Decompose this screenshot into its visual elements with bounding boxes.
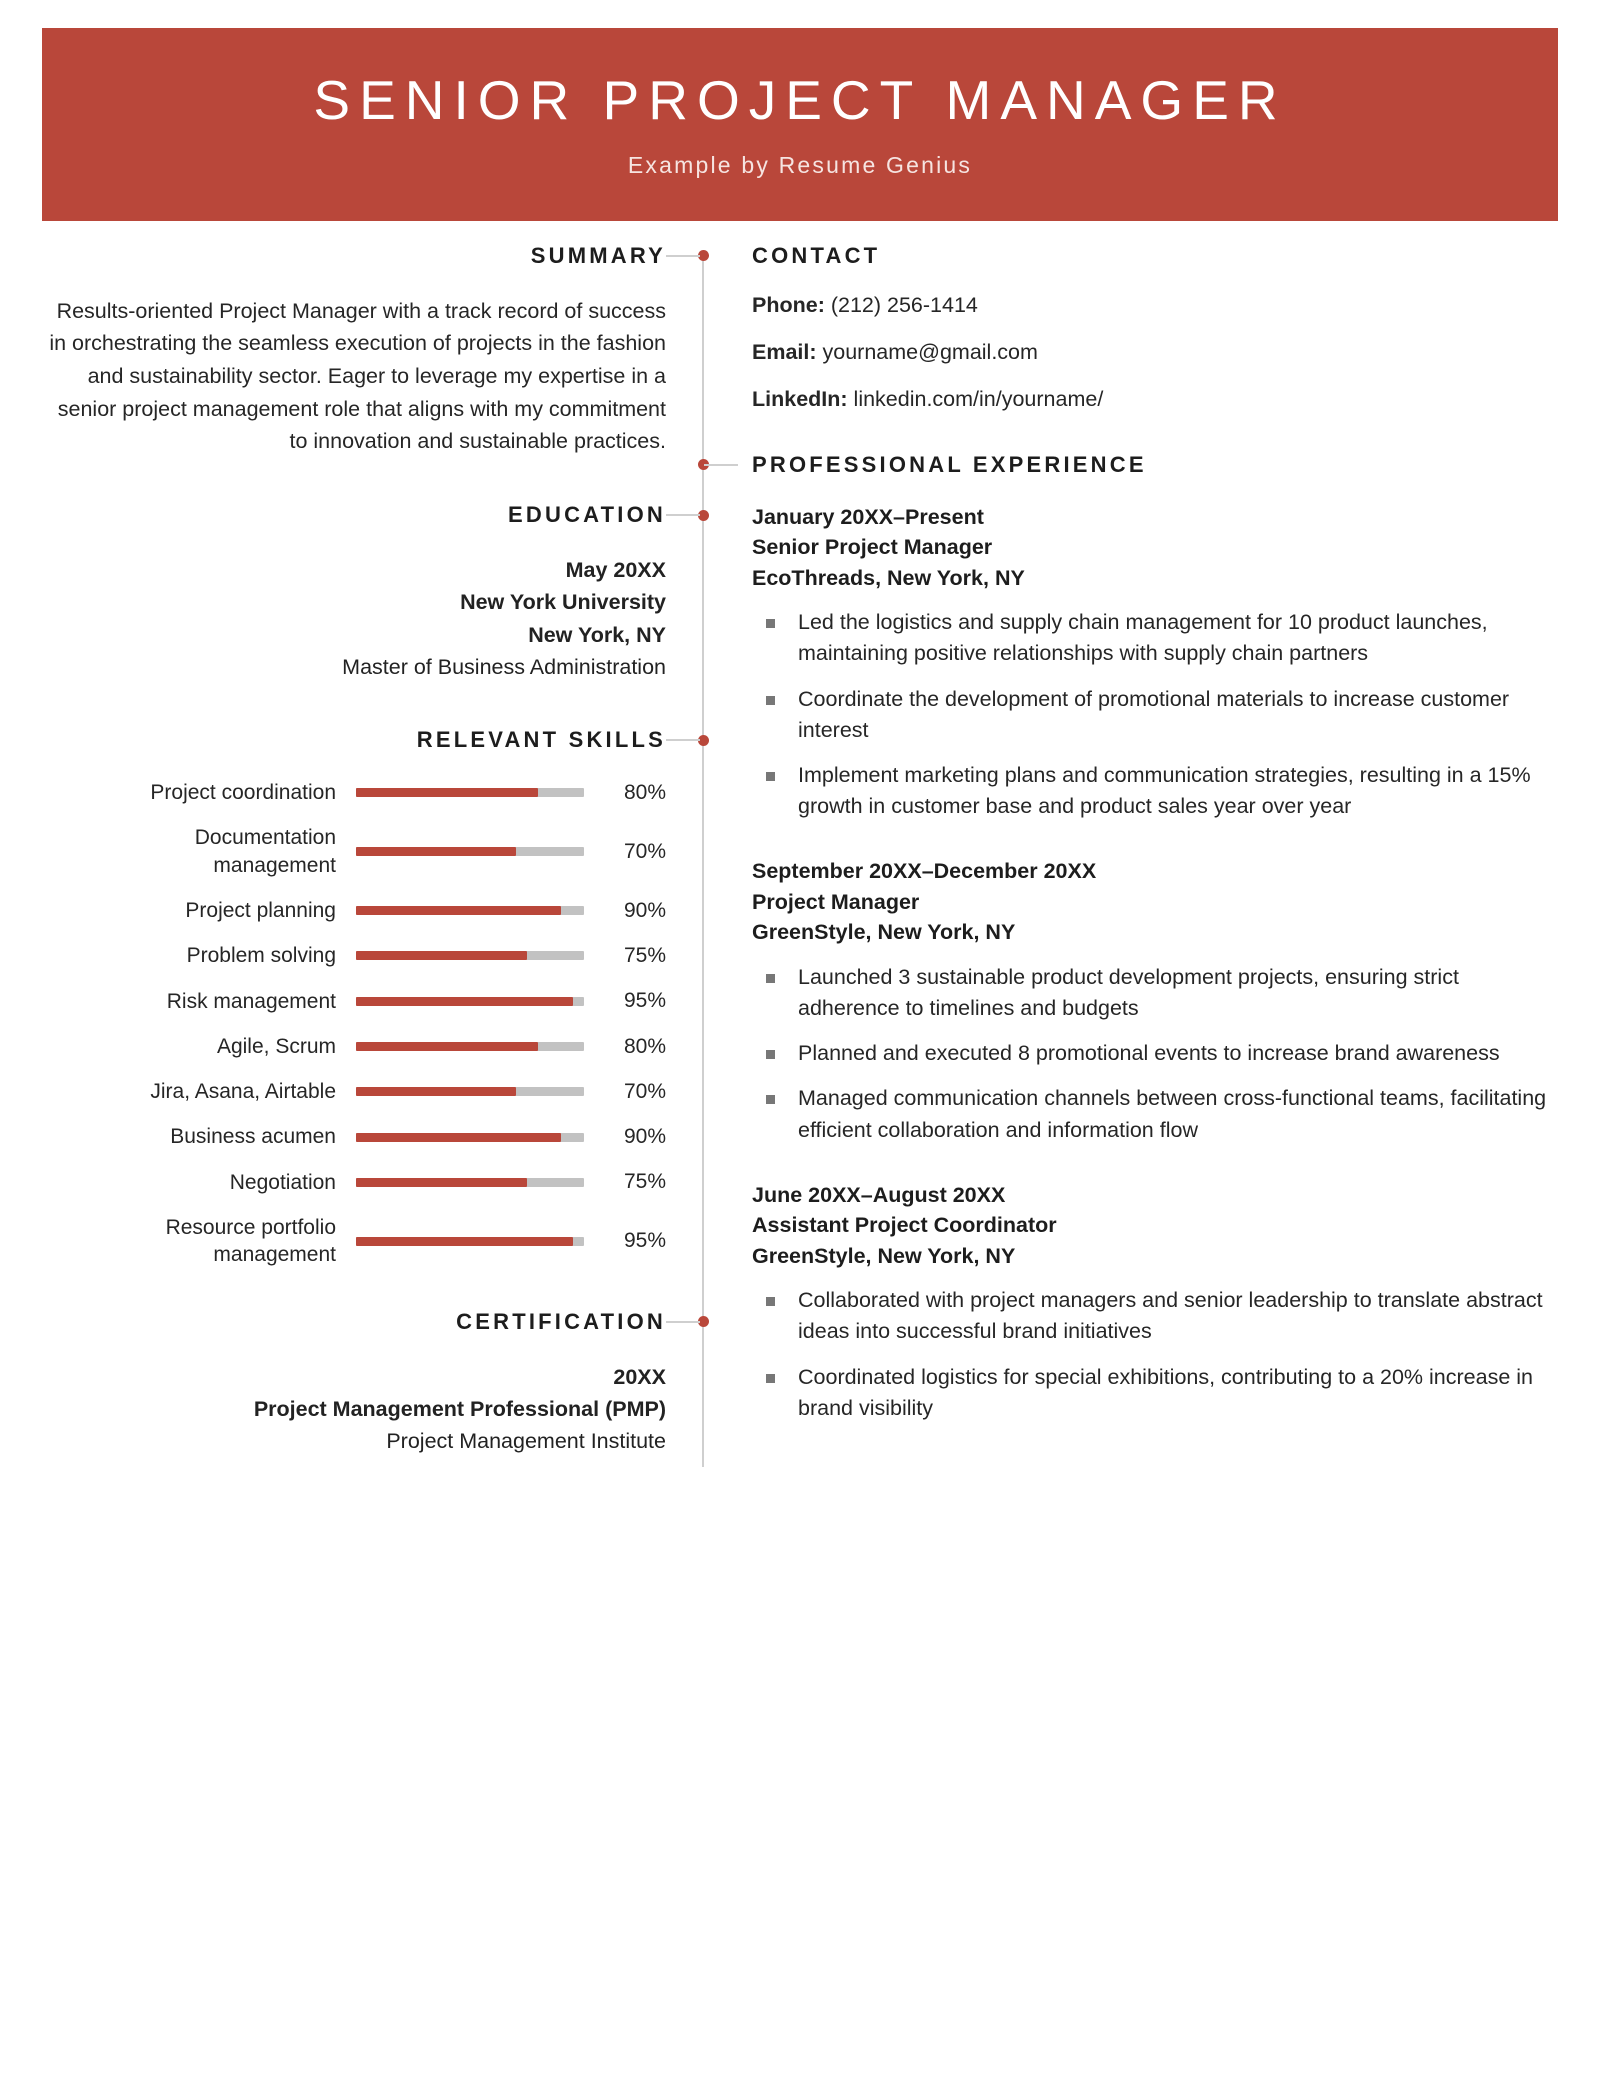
header-subtitle: Example by Resume Genius	[627, 151, 973, 178]
summary-text: Results-oriented Project Manager with a track record of success in orchestrating the seamless execution of projects in the fashion and sustainability sector. Eager to leverage my expertise in a senior project management role that aligns with my commitment to innovation and sustainable practices.	[49, 298, 666, 454]
skill-bar-track	[356, 1178, 584, 1187]
contact-block	[752, 293, 1558, 412]
job-bullet: Managed communication channels between cross-functional teams, facilitating efficient collaboration and information flow	[752, 1083, 1558, 1145]
experience-entry	[752, 856, 1558, 1145]
skill-row	[42, 824, 666, 879]
skill-percent: 95%	[623, 1229, 666, 1253]
resume-body	[42, 243, 1558, 1488]
skill-row	[42, 1169, 666, 1196]
experience-entry	[752, 1180, 1558, 1424]
skill-bar-track	[356, 951, 584, 960]
skill-percent: 75%	[623, 943, 666, 967]
contact-linkedin-value[interactable]: linkedin.com/in/yourname/	[853, 386, 1104, 411]
skill-label: Problem solving	[186, 944, 336, 968]
skill-bar-track	[356, 997, 584, 1006]
skill-percent: 95%	[623, 989, 666, 1013]
skill-bar-fill	[356, 1133, 561, 1142]
skill-bar-fill	[356, 997, 573, 1006]
skill-percent: 75%	[623, 1170, 666, 1194]
timeline-stub	[666, 739, 700, 741]
contact-phone-label: Phone:	[752, 292, 825, 317]
resume-header	[42, 28, 1558, 221]
skill-row	[42, 1078, 666, 1105]
left-column	[42, 243, 702, 1488]
skill-bar-fill	[356, 1042, 538, 1051]
skill-label: Negotiation	[229, 1170, 336, 1194]
skill-bar-track	[356, 1042, 584, 1051]
skill-bar-fill	[356, 1087, 516, 1096]
resume-page	[0, 28, 1600, 2099]
certification-name: Project Management Professional (PMP)	[253, 1396, 666, 1421]
section-heading-education: EDUCATION	[508, 502, 666, 528]
skill-bar-fill	[356, 847, 516, 856]
job-bullet-list	[752, 607, 1558, 822]
timeline-stub	[666, 1321, 700, 1323]
section-heading-certification: CERTIFICATION	[456, 1308, 666, 1334]
skill-row	[42, 942, 666, 969]
skills-list	[42, 779, 666, 1269]
skill-label: Risk management	[166, 989, 336, 1013]
skill-label: Jira, Asana, Airtable	[150, 1080, 336, 1104]
skill-bar-track	[356, 788, 584, 797]
skill-percent: 70%	[623, 839, 666, 863]
timeline-stub	[666, 255, 700, 257]
skill-label: Resource portfolio management	[165, 1216, 336, 1267]
skill-bar-track	[356, 906, 584, 915]
skill-row	[42, 988, 666, 1015]
skill-label: Project planning	[185, 899, 336, 922]
skill-bar-track	[356, 847, 584, 856]
job-dates: January 20XX–Present	[752, 504, 984, 529]
education-entry	[42, 554, 666, 683]
job-bullet: Collaborated with project managers and senior leadership to translate abstract ideas into successful brand initiatives	[752, 1285, 1558, 1347]
job-dates: June 20XX–August 20XX	[752, 1182, 1006, 1207]
contact-email	[752, 340, 1558, 365]
skill-row	[42, 779, 666, 806]
section-heading-professional-experience: PROFESSIONAL EXPERIENCE	[752, 451, 1147, 477]
skill-percent: 70%	[623, 1079, 666, 1103]
contact-linkedin-label: LinkedIn:	[752, 386, 848, 411]
experience-entry	[752, 502, 1558, 823]
right-column	[704, 243, 1558, 1488]
job-bullet: Implement marketing plans and communication strategies, resulting in a 15% growth in customer base and product sales year over year	[752, 760, 1558, 822]
skill-label: Agile, Scrum	[216, 1034, 336, 1058]
job-title: Senior Project Manager	[752, 535, 993, 560]
job-company: EcoThreads, New York, NY	[752, 565, 1025, 590]
skill-bar-track	[356, 1133, 584, 1142]
contact-linkedin	[752, 387, 1558, 412]
job-company: GreenStyle, New York, NY	[752, 1243, 1016, 1268]
certification-entry	[42, 1361, 666, 1458]
contact-phone	[752, 293, 1558, 318]
skill-percent: 90%	[623, 1125, 666, 1149]
skill-label: Project coordination	[150, 781, 336, 805]
section-heading-relevant-skills: RELEVANT SKILLS	[416, 727, 666, 753]
skill-percent: 90%	[623, 898, 666, 922]
section-heading-contact: CONTACT	[752, 242, 881, 268]
education-date: May 20XX	[565, 558, 666, 583]
skill-bar-track	[356, 1087, 584, 1096]
skill-row	[42, 897, 666, 924]
experience-list	[752, 502, 1558, 1424]
education-location: New York, NY	[528, 622, 666, 647]
skill-bar-fill	[356, 951, 527, 960]
job-dates: September 20XX–December 20XX	[752, 859, 1097, 884]
skill-bar-track	[356, 1237, 584, 1246]
skill-row	[42, 1214, 666, 1269]
job-title: Project Manager	[752, 889, 920, 914]
contact-phone-value: (212) 256-1414	[830, 292, 978, 317]
contact-email-value[interactable]: yourname@gmail.com	[822, 339, 1038, 364]
section-heading-summary: SUMMARY	[530, 242, 666, 268]
timeline-stub	[704, 464, 738, 466]
job-bullet: Launched 3 sustainable product development projects, ensuring strict adherence to timelines and budgets	[752, 962, 1558, 1024]
job-bullet: Coordinate the development of promotional materials to increase customer interest	[752, 684, 1558, 746]
job-bullet-list	[752, 962, 1558, 1146]
skill-bar-fill	[356, 906, 561, 915]
skill-bar-fill	[356, 1237, 573, 1246]
skill-percent: 80%	[623, 1034, 666, 1058]
page-title: SENIOR PROJECT MANAGER	[313, 69, 1287, 131]
skill-bar-fill	[356, 788, 538, 797]
certification-year: 20XX	[613, 1364, 666, 1389]
job-bullet: Led the logistics and supply chain management for 10 product launches, maintaining positive relationships with supply chain partners	[752, 607, 1558, 669]
skill-row	[42, 1123, 666, 1150]
contact-email-label: Email:	[752, 339, 817, 364]
education-degree: Master of Business Administration	[342, 654, 666, 679]
certification-organization: Project Management Institute	[386, 1429, 666, 1454]
skill-row	[42, 1033, 666, 1060]
job-company: GreenStyle, New York, NY	[752, 920, 1016, 945]
job-bullet: Coordinated logistics for special exhibitions, contributing to a 20% increase in brand visibility	[752, 1362, 1558, 1424]
skill-percent: 80%	[623, 780, 666, 804]
job-title: Assistant Project Coordinator	[752, 1213, 1057, 1238]
column-divider	[702, 251, 704, 1468]
job-bullet-list	[752, 1285, 1558, 1424]
education-school: New York University	[460, 590, 666, 615]
job-bullet: Planned and executed 8 promotional events to increase brand awareness	[752, 1038, 1558, 1069]
skill-label: Business acumen	[170, 1125, 336, 1149]
skill-bar-fill	[356, 1178, 527, 1187]
skill-label: Documentation management	[194, 826, 336, 877]
timeline-stub	[666, 514, 700, 516]
